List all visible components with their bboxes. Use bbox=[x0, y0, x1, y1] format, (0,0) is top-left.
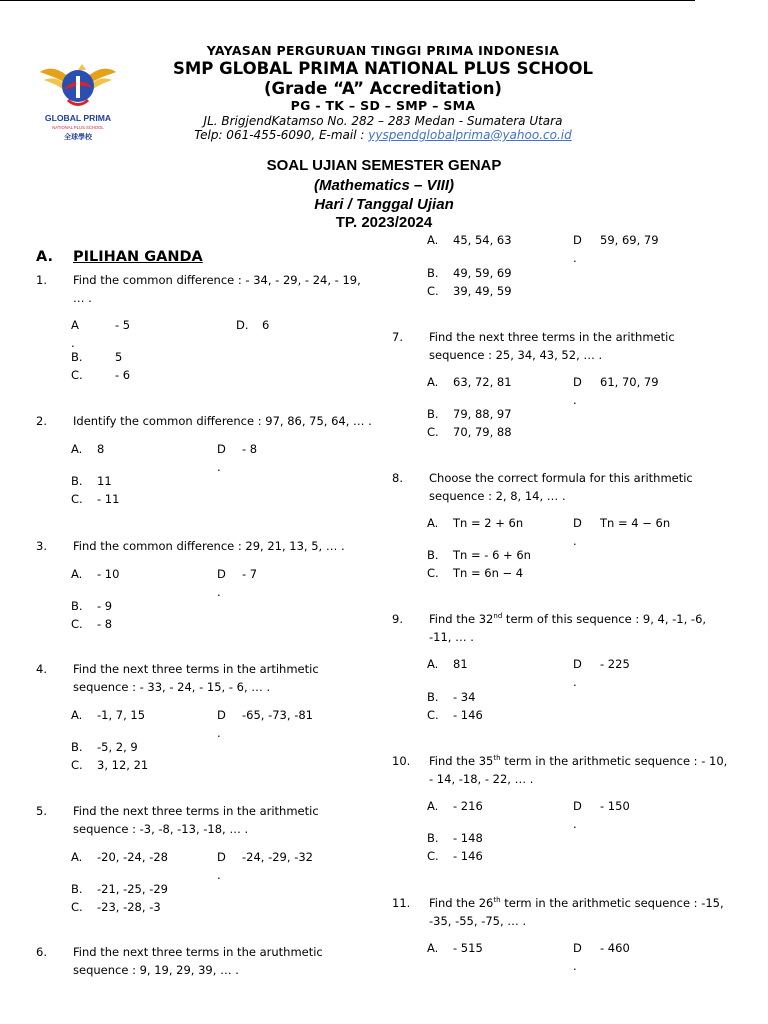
question-text: Find the common difference : 29, 21, 13, 5, … . bbox=[73, 539, 345, 553]
option-value: - 11 bbox=[97, 492, 120, 506]
contact-line bbox=[130, 128, 636, 142]
option-label: B. bbox=[71, 599, 83, 613]
option-value: - 225 bbox=[600, 657, 630, 671]
option-value: -24, -29, -32 bbox=[242, 850, 313, 864]
option-label: A. bbox=[71, 850, 83, 864]
question-number: 7. bbox=[392, 330, 403, 344]
section-title: PILIHAN GANDA bbox=[73, 249, 203, 265]
option-label: C. bbox=[71, 758, 83, 772]
question-10 bbox=[392, 752, 732, 892]
question-8 bbox=[392, 469, 732, 609]
option-label: B. bbox=[427, 690, 439, 704]
option-label: A. bbox=[71, 567, 83, 581]
option-label: A. bbox=[427, 941, 439, 955]
option-label: C. bbox=[71, 368, 83, 382]
option-value: -1, 7, 15 bbox=[97, 708, 146, 722]
option-label: D . bbox=[573, 233, 582, 265]
question-6 bbox=[36, 943, 376, 983]
option-value: - 146 bbox=[453, 849, 483, 863]
question-number: 3. bbox=[36, 539, 47, 553]
question-number: 11. bbox=[392, 896, 411, 910]
option-value: - 34 bbox=[453, 690, 476, 704]
option-value: - 8 bbox=[97, 617, 113, 631]
option-value: - 9 bbox=[97, 599, 113, 613]
school-logo bbox=[38, 50, 118, 146]
option-value: Tn = 6n − 4 bbox=[453, 566, 524, 580]
option-label: D . bbox=[573, 799, 582, 831]
option-label: A. bbox=[427, 516, 439, 530]
option-label: A . bbox=[71, 318, 79, 350]
option-value: 45, 54, 63 bbox=[453, 233, 512, 247]
option-value: - 8 bbox=[242, 442, 258, 456]
option-value: 3, 12, 21 bbox=[97, 758, 149, 772]
header-divider bbox=[0, 0, 695, 1]
option-label: B. bbox=[71, 740, 83, 754]
option-value: - 460 bbox=[600, 941, 630, 955]
option-value: Tn = - 6 + 6n bbox=[453, 548, 531, 562]
logo-chinese: 全球學校 bbox=[64, 133, 92, 141]
option-value: 61, 70, 79 bbox=[600, 375, 659, 389]
option-label: D . bbox=[217, 708, 226, 740]
option-label: B. bbox=[427, 266, 439, 280]
option-label: B. bbox=[71, 882, 83, 896]
question-text bbox=[429, 610, 729, 646]
school-year: TP. 2023/2024 bbox=[335, 214, 433, 231]
option-value: 81 bbox=[453, 657, 468, 671]
option-value: - 216 bbox=[453, 799, 483, 813]
option-label: A. bbox=[71, 708, 83, 722]
option-label: A. bbox=[427, 799, 439, 813]
school-levels: PG - TK – SD – SMP – SMA bbox=[290, 98, 476, 113]
option-label: D . bbox=[573, 941, 582, 973]
option-value: - 146 bbox=[453, 708, 483, 722]
option-value: 5 bbox=[115, 350, 123, 364]
option-value: -21, -25, -29 bbox=[97, 882, 168, 896]
question-text bbox=[429, 894, 729, 930]
option-value: -5, 2, 9 bbox=[97, 740, 138, 754]
exam-title: SOAL UJIAN SEMESTER GENAP bbox=[266, 157, 502, 174]
question-text: Find the next three terms in the aruthmetic sequence : 9, 19, 29, 39, … . bbox=[73, 945, 323, 977]
question-3 bbox=[36, 537, 376, 677]
option-label: C. bbox=[427, 284, 439, 298]
option-label: D . bbox=[217, 850, 226, 882]
question-number: 2. bbox=[36, 414, 47, 428]
option-label: D . bbox=[217, 567, 226, 599]
option-label: B. bbox=[71, 474, 83, 488]
option-label: C. bbox=[71, 492, 83, 506]
option-value: - 10 bbox=[97, 567, 120, 581]
question-number: 8. bbox=[392, 471, 403, 485]
email-link[interactable]: yyspendglobalprima@yahoo.co.id bbox=[368, 128, 572, 142]
option-value: 63, 72, 81 bbox=[453, 375, 512, 389]
option-label: D . bbox=[573, 657, 582, 689]
option-value: Tn = 4 − 6n bbox=[600, 516, 671, 530]
logo-name: GLOBAL PRIMA bbox=[44, 113, 112, 123]
option-label: C. bbox=[71, 617, 83, 631]
section-letter: A. bbox=[36, 249, 53, 265]
foundation-name: YAYASAN PERGURUAN TINGGI PRIMA INDONESIA bbox=[206, 43, 560, 58]
phone-text: Telp: 061-455-6090, E-mail : bbox=[194, 128, 369, 142]
option-label: C. bbox=[427, 708, 439, 722]
option-label: B. bbox=[427, 407, 439, 421]
question-text: Find the next three terms in the arithmetic sequence : 25, 34, 43, 52, … . bbox=[429, 330, 675, 362]
option-value: -65, -73, -81 bbox=[242, 708, 313, 722]
option-label: C. bbox=[427, 425, 439, 439]
logo-subname: NATIONAL PLUS SCHOOL bbox=[52, 125, 104, 130]
option-value: - 150 bbox=[600, 799, 630, 813]
option-value: Tn = 2 + 6n bbox=[453, 516, 524, 530]
option-label: B. bbox=[71, 350, 83, 364]
option-value: 79, 88, 97 bbox=[453, 407, 512, 421]
question-5 bbox=[36, 802, 376, 942]
question-2 bbox=[36, 412, 376, 552]
ordinal-suffix: th bbox=[493, 896, 501, 905]
question-11 bbox=[392, 894, 732, 974]
accreditation: (Grade “A” Accreditation) bbox=[264, 79, 502, 98]
exam-date-label: Hari / Tanggal Ujian bbox=[314, 196, 454, 213]
question-text: Find the next three terms in the artihmetic sequence : - 33, - 24, - 15, - 6, … . bbox=[73, 662, 319, 694]
question-text: Identify the common difference : 97, 86, 75, 64, … . bbox=[73, 414, 372, 428]
option-label: D. bbox=[236, 318, 249, 332]
option-label: A. bbox=[71, 442, 83, 456]
option-value: -23, -28, -3 bbox=[97, 900, 161, 914]
option-label: A. bbox=[427, 233, 439, 247]
question-text: Find the common difference : - 34, - 29, - 24, - 19, … . bbox=[73, 273, 361, 305]
question-number: 10. bbox=[392, 754, 411, 768]
question-text bbox=[429, 752, 729, 788]
option-value: -20, -24, -28 bbox=[97, 850, 168, 864]
option-value: 59, 69, 79 bbox=[600, 233, 659, 247]
question-text-end: term in the arithmetic sequence : -15, -35, -55, -75, … . bbox=[429, 896, 724, 928]
question-6-options bbox=[392, 231, 732, 311]
question-text-start: Find the 35 bbox=[429, 754, 494, 768]
option-value: - 148 bbox=[453, 831, 483, 845]
question-number: 9. bbox=[392, 612, 403, 626]
question-number: 4. bbox=[36, 662, 47, 676]
question-text: Find the next three terms in the arithmetic sequence : -3, -8, -13, -18, … . bbox=[73, 804, 319, 836]
option-value: 49, 59, 69 bbox=[453, 266, 512, 280]
option-label: D . bbox=[573, 516, 582, 548]
option-value: - 7 bbox=[242, 567, 258, 581]
option-label: A. bbox=[427, 375, 439, 389]
option-value: 39, 49, 59 bbox=[453, 284, 512, 298]
ordinal-suffix: th bbox=[493, 754, 501, 763]
option-label: C. bbox=[427, 849, 439, 863]
option-value: - 515 bbox=[453, 941, 483, 955]
school-address: JL. BrigjendKatamso No. 282 – 283 Medan - Sumatera Utara bbox=[203, 114, 563, 128]
question-7 bbox=[392, 328, 732, 468]
question-text-start: Find the 26 bbox=[429, 896, 494, 910]
question-text-start: Find the 32 bbox=[429, 612, 494, 626]
option-value: - 5 bbox=[115, 318, 131, 332]
option-value: 70, 79, 88 bbox=[453, 425, 512, 439]
question-text-end: term in the arithmetic sequence : - 10, - 14, -18, - 22, … . bbox=[429, 754, 728, 786]
option-label: D . bbox=[573, 375, 582, 407]
question-9 bbox=[392, 610, 732, 750]
question-1 bbox=[36, 271, 376, 411]
option-value: - 6 bbox=[115, 368, 131, 382]
option-value: 6 bbox=[262, 318, 270, 332]
question-number: 1. bbox=[36, 273, 47, 287]
question-number: 5. bbox=[36, 804, 47, 818]
option-label: A. bbox=[427, 657, 439, 671]
question-text-end: term of this sequence : 9, 4, -1, -6, -11, … . bbox=[429, 612, 707, 644]
option-label: D . bbox=[217, 442, 226, 474]
option-label: C. bbox=[427, 566, 439, 580]
option-label: C. bbox=[71, 900, 83, 914]
school-name: SMP GLOBAL PRIMA NATIONAL PLUS SCHOOL bbox=[172, 59, 594, 78]
exam-subject: (Mathematics – VIII) bbox=[313, 177, 455, 194]
section-heading bbox=[36, 249, 203, 265]
option-value: 8 bbox=[97, 442, 105, 456]
ordinal-suffix: nd bbox=[493, 612, 503, 621]
question-number: 6. bbox=[36, 945, 47, 959]
option-label: B. bbox=[427, 831, 439, 845]
question-4 bbox=[36, 660, 376, 800]
option-value: 11 bbox=[97, 474, 112, 488]
option-label: B. bbox=[427, 548, 439, 562]
question-text: Choose the correct formula for this arithmetic sequence : 2, 8, 14, … . bbox=[429, 471, 693, 503]
